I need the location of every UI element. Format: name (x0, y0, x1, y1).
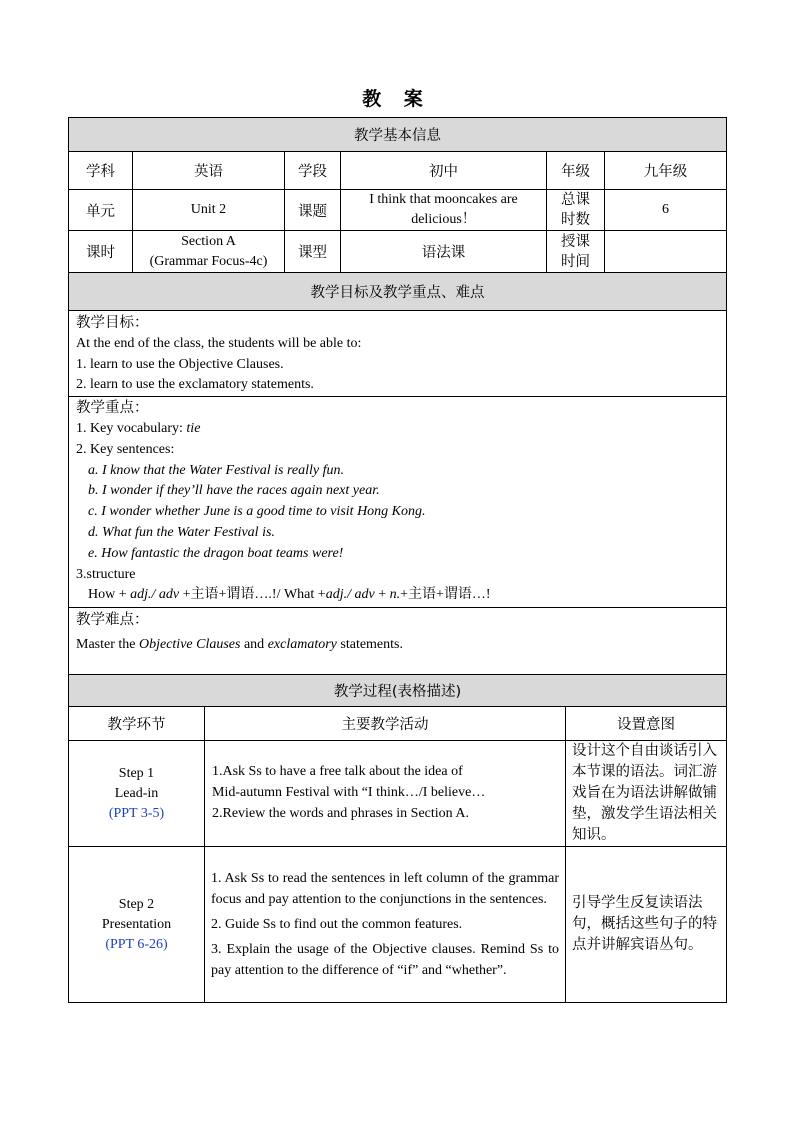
difficult-part: exclamatory (267, 636, 337, 652)
key-sentence-text: e. How fantastic the dragon boat teams were! (88, 545, 344, 561)
key-sentence-text: b. I wonder if they’ll have the races again next year. (88, 483, 380, 499)
key-sentence-text: d. What fun the Water Festival is. (88, 524, 275, 540)
step-ppt: (PPT 6-26) (105, 936, 168, 952)
step-ppt: (PPT 3-5) (108, 805, 165, 821)
activity-cell (205, 847, 566, 1003)
total-periods-value: 6 (605, 190, 727, 231)
key-sentence (76, 461, 726, 482)
key-sentence-text: c. I wonder whether June is a good time to visit Hong Kong. (88, 504, 426, 520)
topic-value (341, 190, 547, 231)
structure-part: How + (88, 587, 131, 603)
objective-line: At the end of the class, the students will be able to: (76, 335, 362, 351)
structure-label: 3.structure (76, 566, 136, 582)
structure-part: adj./ adv (325, 587, 375, 603)
key-sentence (76, 523, 726, 544)
activity-paragraph: 1. Ask Ss to read the sentences in left column of the grammar focus and pay attention to the conjunctions in the sentences. (211, 871, 559, 907)
key-points-cell (69, 397, 727, 608)
topic-line-2: delicious！ (411, 212, 476, 227)
structure-part: + (374, 587, 390, 603)
activity-cell (205, 741, 566, 847)
step-number: Step 2 (118, 896, 155, 912)
key-sentence (76, 544, 726, 565)
activity-paragraph: 3. Explain the usage of the Objective clauses. Remind Ss to pay attention to the difference of “if” and “whether”. (211, 942, 559, 978)
page-title: 教 案 (362, 88, 431, 110)
basic-info-header: 教学基本信息 (69, 118, 727, 152)
difficult-part: and (240, 636, 268, 652)
step-name: Lead-in (114, 785, 159, 801)
step-number: Step 1 (118, 765, 155, 781)
period-label: 课时 (69, 231, 133, 273)
col-intent-header: 设置意图 (566, 707, 727, 741)
step-name: Presentation (101, 916, 172, 932)
total-periods-label (547, 190, 605, 231)
stage-value: 初中 (341, 152, 547, 190)
topic-line-1: I think that mooncakes are (369, 192, 518, 207)
objectives-cell (69, 311, 727, 397)
lesson-type-label: 课型 (285, 231, 341, 273)
process-header: 教学过程(表格描述) (69, 675, 727, 707)
grade-value: 九年级 (605, 152, 727, 190)
intent-cell: 引导学生反复读语法句，概括这些句子的特点并讲解宾语丛句。 (566, 847, 727, 1003)
objective-line: 1. learn to use the Objective Clauses. (76, 356, 284, 372)
time-label-line-2: 时间 (561, 253, 590, 270)
key-sentence (76, 481, 726, 502)
stage-label: 学段 (285, 152, 341, 190)
key-vocabulary-prefix: 1. Key vocabulary: (76, 420, 187, 436)
period-line-1: Section A (181, 233, 236, 249)
difficult-points-text (76, 635, 726, 656)
grade-label: 年级 (547, 152, 605, 190)
key-sentence (76, 502, 726, 523)
difficult-part: Master the (76, 636, 139, 652)
key-sentences-label: 2. Key sentences: (76, 441, 175, 457)
step-cell (69, 741, 205, 847)
basic-info-table (68, 117, 727, 676)
process-table (68, 674, 727, 1003)
activity-paragraph: 2. Guide Ss to find out the common features. (211, 917, 463, 932)
topic-label: 课题 (285, 190, 341, 231)
intent-cell: 设计这个自由谈话引入本节课的语法。词汇游戏旨在为语法讲解做铺垫，激发学生语法相关知识。 (566, 741, 727, 847)
difficult-part: statements. (336, 636, 403, 652)
class-time-label (547, 231, 605, 273)
key-vocabulary (76, 419, 726, 440)
time-label-line-1: 授课 (561, 233, 590, 250)
activity-line: 2.Review the words and phrases in Section A. (212, 805, 470, 821)
structure-part: n. (389, 587, 401, 603)
objective-line: 2. learn to use the exclamatory statements. (76, 377, 314, 393)
unit-label: 单元 (69, 190, 133, 231)
key-sentence-text: a. I know that the Water Festival is really fun. (88, 462, 344, 478)
total-label-line-1: 总课 (561, 192, 590, 208)
structure-part: adj./ adv (130, 587, 180, 603)
class-time-value (605, 231, 727, 273)
key-vocabulary-word: tie (186, 420, 201, 436)
period-line-2: (Grammar Focus-4c) (149, 253, 268, 269)
goals-header: 教学目标及教学重点、难点 (69, 273, 727, 311)
structure-formula (76, 585, 726, 606)
key-points-label: 教学重点： (76, 400, 149, 417)
total-label-line-2: 时数 (561, 212, 590, 228)
lesson-type-value: 语法课 (341, 231, 547, 273)
difficult-points-cell (69, 608, 727, 676)
activity-line: 1.Ask Ss to have a free talk about the idea of (212, 764, 463, 780)
subject-label: 学科 (69, 152, 133, 190)
structure-part: +主语+谓语….!/ What + (179, 587, 326, 603)
difficult-points-label: 教学难点： (76, 612, 149, 629)
period-value (133, 231, 285, 273)
objectives-label: 教学目标： (76, 315, 149, 331)
subject-value: 英语 (133, 152, 285, 190)
step-cell (69, 847, 205, 1003)
col-step-header: 教学环节 (69, 707, 205, 741)
unit-value: Unit 2 (133, 190, 285, 231)
structure-part: +主语+谓语…! (400, 587, 491, 603)
activity-line: Mid-autumn Festival with “I think…/I believe… (212, 785, 486, 801)
difficult-part: Objective Clauses (138, 636, 241, 652)
col-activity-header: 主要教学活动 (205, 707, 566, 741)
